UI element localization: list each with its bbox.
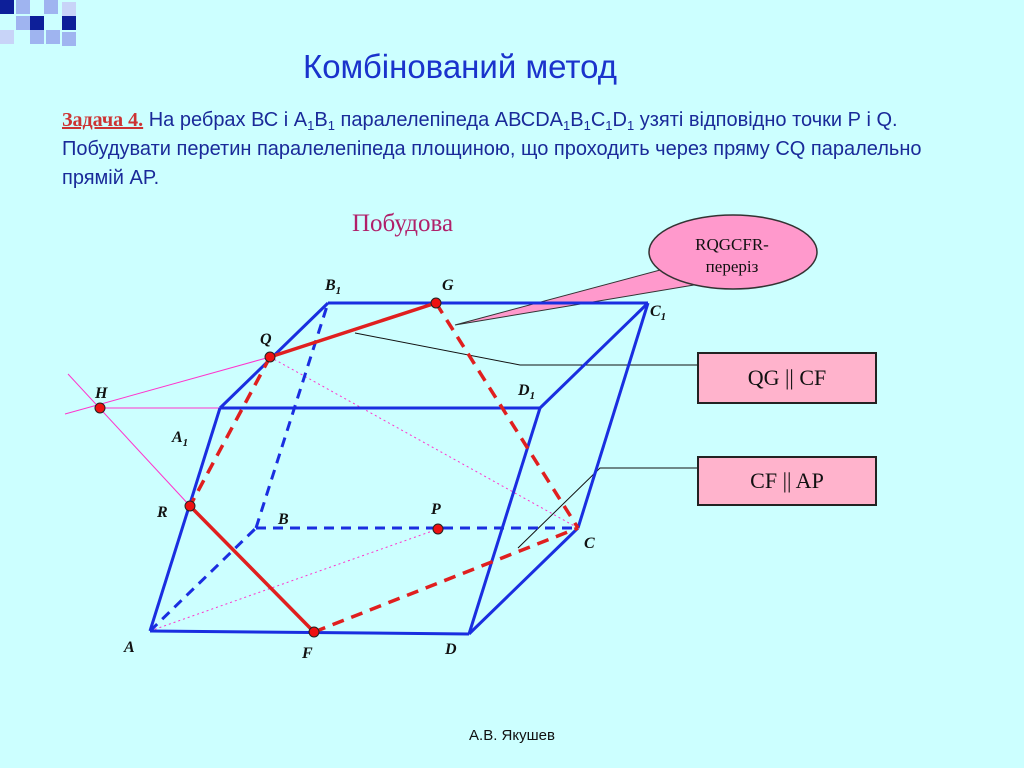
relation-text-qg-cf: QG || CF <box>747 365 827 390</box>
label-d: D <box>445 641 457 658</box>
task-label: Задача 4. <box>62 109 144 131</box>
relation-box-qg-cf <box>697 352 877 404</box>
point-g <box>431 298 441 308</box>
point-p <box>433 524 443 534</box>
callout-line-1: RQGCFR- <box>695 235 769 254</box>
label-b: B <box>278 511 289 528</box>
label-b1: $B_1$ <box>325 277 342 297</box>
label-q: Q <box>260 331 272 348</box>
section-fc <box>314 528 578 632</box>
label-a: A <box>124 639 135 656</box>
point-q <box>265 352 275 362</box>
label-p: P <box>431 501 441 518</box>
relation-text-cf-ap: CF || AP <box>750 468 824 493</box>
section-gc <box>436 303 578 528</box>
aux-line-qc <box>270 357 578 528</box>
auxiliary-lines <box>65 357 578 631</box>
label-c: C <box>584 535 595 552</box>
leader-line-box1 <box>355 333 697 365</box>
section-qg <box>270 303 436 357</box>
author-footer: А.В. Якушев <box>469 727 555 744</box>
section-qr <box>190 357 270 506</box>
point-h <box>95 403 105 413</box>
hidden-edges <box>150 303 578 631</box>
section-rf <box>190 506 314 632</box>
label-c1: $C_1$ <box>650 303 667 323</box>
callout-text <box>672 234 792 278</box>
callout-line-2: переріз <box>705 257 759 276</box>
task-statement: Задача 4. На ребрах ВС і $А_1В_1$ паралелепіпеда $АВСDA_1B_1C_1D_1$ узяті відповідно точки Р і Q. Побудувати перетин паралелепіпеда площиною, що проходить через пряму CQ паралельно прямій AP. <box>62 109 922 189</box>
leader-line-box2 <box>518 468 697 548</box>
label-h: H <box>95 385 108 402</box>
aux-line-ap <box>150 529 438 631</box>
label-g: G <box>442 277 454 294</box>
label-d1: $D_1$ <box>518 382 536 402</box>
construction-subtitle: Побудова <box>352 210 454 237</box>
label-r: R <box>157 504 168 521</box>
relation-box-cf-ap <box>697 456 877 506</box>
label-a1: $A_1$ <box>172 429 189 449</box>
point-r <box>185 501 195 511</box>
parallelepiped-edges <box>150 303 648 634</box>
page-title: Комбінований метод <box>302 48 618 85</box>
point-f <box>309 627 319 637</box>
label-f: F <box>302 645 313 662</box>
corner-decoration <box>0 0 76 46</box>
